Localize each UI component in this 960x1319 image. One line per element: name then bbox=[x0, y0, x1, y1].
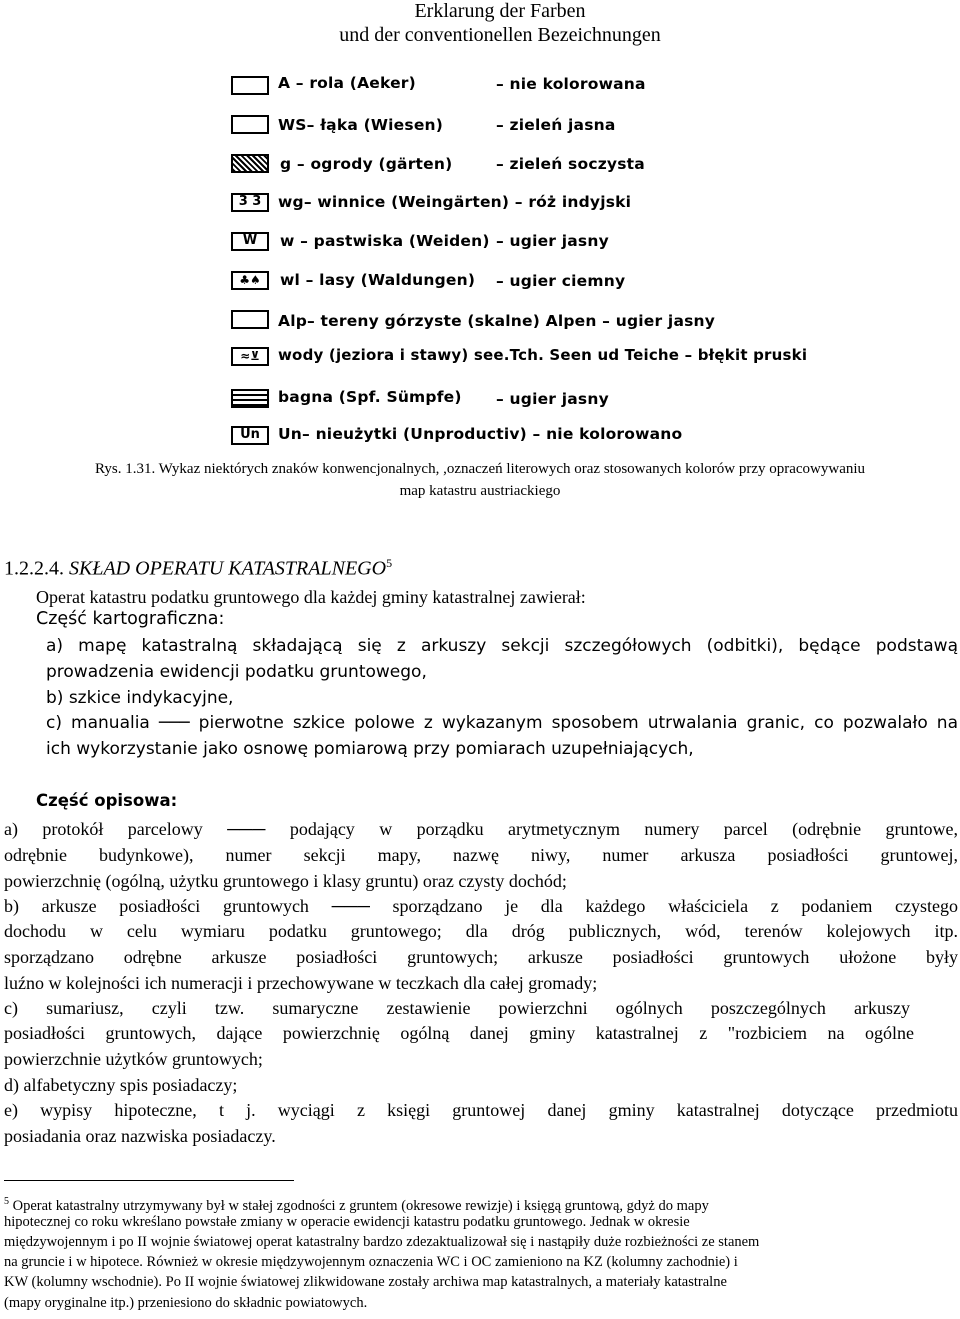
legend-left-2: WS– łąka (Wiesen) bbox=[278, 116, 444, 134]
descriptive-line: dochodu w celu wymiaru podatku gruntowego; dla dróg publicznych, wód, terenów kolejowych itp. bbox=[4, 921, 958, 941]
descriptive-line: a) protokół parcelowy ─── podający w porządku arytmetycznym numery parcel (odrębnie gruntowe, bbox=[4, 819, 958, 839]
descriptive-line: d) alfabetyczny spis posiadaczy; bbox=[4, 1075, 238, 1095]
section-heading bbox=[4, 550, 392, 582]
legend-left-3: g – ogrody (gärten) bbox=[280, 155, 453, 173]
footnote-mark: 5 bbox=[4, 1196, 9, 1207]
legend-left-7: Alp– tereny górzyste (skalne) Alpen – ugier jasny bbox=[278, 312, 716, 330]
legend-left-4: wg– winnice (Weingärten) – róż indyjski bbox=[278, 193, 632, 211]
section-footnote-ref: 5 bbox=[386, 556, 393, 570]
legend-left-6: wl – lasy (Waldungen) bbox=[280, 271, 476, 289]
cartographic-item-a-line1: a) mapę katastralną składającą się z arkuszy sekcji szczegółowych (odbitki), będące podstawą bbox=[46, 636, 958, 656]
descriptive-line: b) arkusze posiadłości gruntowych ─── sporządzano je dla każdego właściciela z podaniem czystego bbox=[4, 896, 958, 916]
footnote-line: międzywojennym i po II wojnie światowej operat katastralny bardzo zdezaktualizował się i nastąpiły duże rozbieżności ze stanem bbox=[4, 1234, 760, 1250]
descriptive-line: luźno w kolejności ich numeracji i przechowywane w teczkach dla całej gromady; bbox=[4, 973, 598, 993]
descriptive-line: sporządzano odrębne arkusze posiadłości gruntowych; arkusze posiadłości gruntowych ułożone były bbox=[4, 947, 958, 967]
footnote-line: KW (kolumny wschodnie). Po II wojnie światowej zlikwidowane zostały archiwa map katastralnych, a materiały katastralne bbox=[4, 1274, 727, 1290]
descriptive-line: posiadłości gruntowych, dające powierzchnię ogólną danej gminy katastralnej z "rozbiciem na ogólne bbox=[4, 1023, 914, 1043]
legend-left-9: bagna (Spf. Sümpfe) bbox=[278, 388, 462, 406]
legend-right-5: – ugier jasny bbox=[496, 232, 609, 250]
header-title-line2: und der conventionellen Bezeichnungen bbox=[339, 24, 661, 46]
garden-icon bbox=[231, 154, 269, 173]
marsh-icon bbox=[231, 389, 269, 408]
footnote-line: (mapy oryginalne itp.) przeniesiono do składnic powiatowych. bbox=[4, 1295, 368, 1311]
header-title-line1: Erklarung der Farben bbox=[414, 0, 586, 22]
forest-icon: ♣♠ bbox=[231, 271, 269, 290]
legend-left-10: Un– nieużytki (Unproductiv) – nie kolorowano bbox=[278, 425, 683, 443]
cartographic-heading: Część kartograficzna: bbox=[36, 609, 225, 629]
cartographic-item-c-line1: c) manualia ─── pierwotne szkice polowe z wykazanym sposobem utrwalania granic, co pozwalało na bbox=[46, 713, 958, 733]
descriptive-line: posiadania oraz nazwiska posiadaczy. bbox=[4, 1126, 276, 1146]
descriptive-line: c) sumariusz, czyli tzw. sumaryczne zestawienie powierzchni ogólnych poszczególnych arkuszy bbox=[4, 998, 910, 1018]
legend-right-6: – ugier ciemny bbox=[496, 272, 626, 290]
descriptive-line: e) wypisy hipoteczne, t j. wyciągi z księgi gruntowej danej gminy katastralnej dotyczące przedmiotu bbox=[4, 1100, 958, 1120]
legend-left-8: wody (jeziora i stawy) see.Tch. Seen ud Teiche – błękit pruski bbox=[278, 346, 808, 364]
section-number: 1.2.2.4. bbox=[4, 557, 64, 580]
water-icon: ≈⊻ bbox=[231, 347, 269, 366]
section-title: SKŁAD OPERATU KATASTRALNEGO bbox=[69, 557, 387, 580]
intro-text: Operat katastru podatku gruntowego dla każdej gminy katastralnej zawierał: bbox=[36, 587, 586, 607]
cartographic-item-c-line2: ich wykorzystanie jako osnowę pomiarową przy pomiarach uzupełniających, bbox=[46, 739, 694, 759]
legend-right-3: – zieleń soczysta bbox=[496, 155, 645, 173]
pasture-icon: W bbox=[231, 232, 269, 251]
descriptive-line: powierzchnie użytków gruntowych; bbox=[4, 1049, 263, 1069]
footnote-line: na gruncie i w hipotece. Również w okresie międzywojennym oznaczenia WC i OC zamieniono na KZ (kolumny zachodnie) i bbox=[4, 1254, 738, 1270]
descriptive-line: powierzchnię (ogólną, użytku gruntowego i klasy gruntu) oraz czysty dochód; bbox=[4, 871, 567, 891]
empty-box-icon bbox=[231, 310, 269, 329]
descriptive-heading: Część opisowa: bbox=[36, 791, 178, 810]
legend-right-1: – nie kolorowana bbox=[496, 75, 646, 93]
legend-right-9: – ugier jasny bbox=[496, 390, 609, 408]
legend-left-5: w – pastwiska (Weiden) bbox=[280, 232, 490, 250]
vineyard-icon: 3 3 bbox=[231, 193, 269, 212]
footnote-line: hipotecznej co roku wkreślano powstałe zmiany w operacie ewidencji katastru podatku gruntowego. Jednak w okresie bbox=[4, 1214, 690, 1230]
cartographic-item-a-line2: prowadzenia ewidencji podatku gruntowego, bbox=[46, 662, 427, 682]
empty-box-icon bbox=[231, 115, 269, 134]
figure-caption-line2: map katastru austriackiego bbox=[399, 483, 561, 499]
footnote-text: Operat katastralny utrzymywany był w stałej zgodności z gruntem (okresowe rewizje) i księgą gruntową, gdyż do mapy bbox=[9, 1197, 709, 1214]
cartographic-item-b: b) szkice indykacyjne, bbox=[46, 688, 234, 708]
legend-right-2: – zieleń jasna bbox=[496, 116, 616, 134]
descriptive-line: odrębnie budynkowe), numer sekcji mapy, nazwę niwy, numer arkusza posiadłości gruntowej, bbox=[4, 845, 958, 865]
empty-box-icon bbox=[231, 76, 269, 95]
legend-left-1: A – rola (Aeker) bbox=[278, 74, 416, 92]
footnote-separator bbox=[4, 1180, 294, 1181]
wasteland-icon: Un bbox=[231, 426, 269, 445]
figure-caption-line1: Rys. 1.31. Wykaz niektórych znaków konwencjonalnych, ,oznaczeń literowych oraz stosowanych kolorów przy opracowywaniu bbox=[94, 461, 866, 477]
